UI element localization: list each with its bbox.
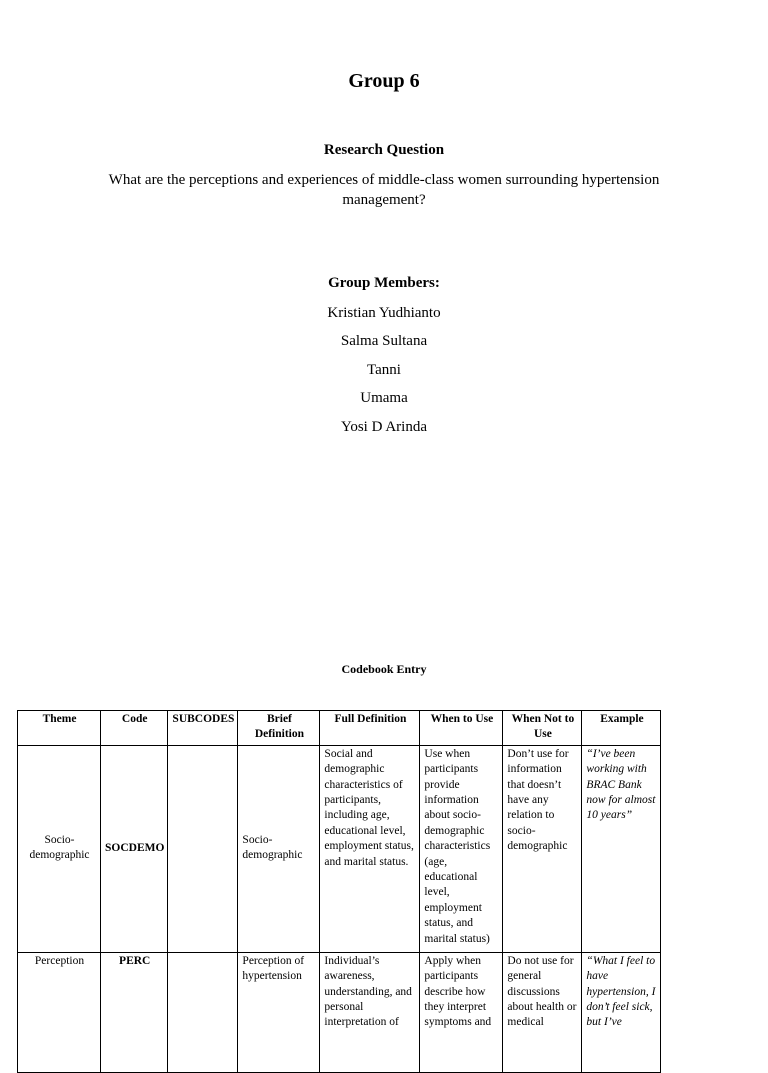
- table-header-row: [18, 711, 661, 746]
- column-header-when-not-to-use: When Not to Use: [503, 711, 582, 746]
- group-member-name: Salma Sultana: [340, 333, 428, 350]
- column-header-theme: Theme: [18, 711, 101, 746]
- page-title: Group 6: [348, 70, 420, 92]
- codebook-title: Codebook Entry: [341, 662, 427, 676]
- group-member-name: Tanni: [367, 361, 401, 378]
- full-definition-cell: Individual’s awareness, understanding, and personal interpretation of: [320, 952, 420, 1072]
- example-cell: “I’ve been working with BRAC Bank now for almost 10 years”: [582, 745, 661, 952]
- group-member-name: Yosi D Arinda: [341, 418, 427, 435]
- when-not-to-use-cell: Do not use for general discussions about health or medical: [503, 952, 582, 1072]
- theme-cell: Perception: [18, 952, 101, 1072]
- brief-definition-cell: Socio-demographic: [238, 745, 320, 952]
- example-cell: “What I feel to have hypertension, I don’t feel sick, but I’ve: [582, 952, 661, 1072]
- table-row: [18, 952, 661, 1072]
- group-members-list: [0, 303, 768, 445]
- column-header-brief-definition: Brief Definition: [238, 711, 320, 746]
- column-header-code: Code: [101, 711, 168, 746]
- group-member-name: Kristian Yudhianto: [327, 305, 441, 321]
- column-header-example: Example: [582, 711, 661, 746]
- subcodes-cell: [168, 745, 238, 952]
- research-question-heading: Research Question: [323, 142, 445, 158]
- group-members-heading: Group Members:: [328, 275, 440, 291]
- theme-cell: Socio-demographic: [18, 745, 101, 952]
- full-definition-cell: Social and demographic characteristics of participants, including age, educational level, employment status, and marital status.: [320, 745, 420, 952]
- when-to-use-cell: Apply when participants describe how they interpret symptoms and: [420, 952, 503, 1072]
- code-cell: PERC: [101, 952, 168, 1072]
- when-to-use-cell: Use when participants provide information about socio-demographic characteristics (age, educational level, employment status, and marital status): [420, 745, 503, 952]
- table-row: [18, 745, 661, 952]
- codebook-table: [17, 710, 661, 1073]
- group-member-name: Umama: [360, 390, 408, 407]
- column-header-subcodes: SUBCODES: [168, 711, 238, 746]
- when-not-to-use-cell: Don’t use for information that doesn’t have any relation to socio-demographic: [503, 745, 582, 952]
- column-header-full-definition: Full Definition: [320, 711, 420, 746]
- brief-definition-cell: Perception of hypertension: [238, 952, 320, 1072]
- code-cell: SOCDEMO: [101, 745, 168, 952]
- subcodes-cell: [168, 952, 238, 1072]
- column-header-when-to-use: When to Use: [420, 711, 503, 746]
- research-question-text: What are the perceptions and experiences of middle-class women surrounding hypertension management?: [108, 172, 660, 208]
